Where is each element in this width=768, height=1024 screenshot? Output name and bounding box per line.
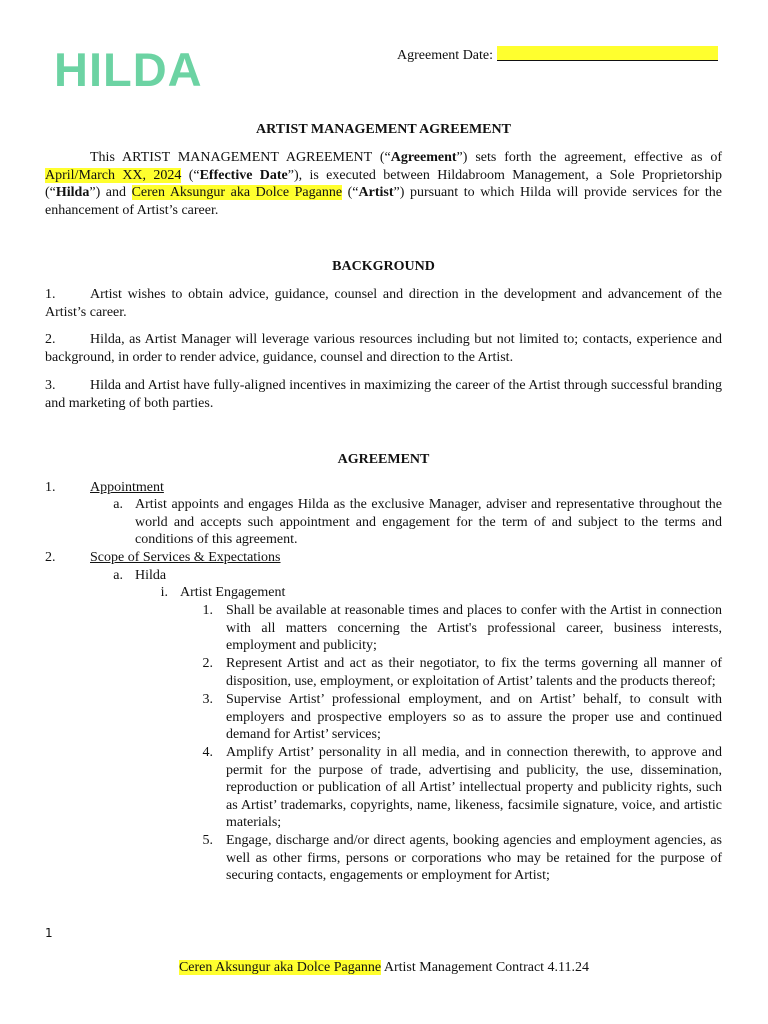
term-artist: Artist	[358, 185, 394, 201]
term-hilda: Hilda	[55, 185, 90, 201]
section-appointment	[45, 479, 164, 497]
background-item	[45, 377, 722, 412]
background-heading: BACKGROUND	[332, 259, 435, 274]
intro-text-6: (“	[342, 185, 359, 201]
background-item-number: 2.	[45, 332, 56, 347]
agreement-date-label: Agreement Date:	[397, 48, 494, 63]
section-title: Appointment	[90, 480, 164, 495]
list-marker: 2.	[202, 656, 213, 671]
intro-text-7: ”) pursuant to which Hilda will provide services for the enhancement of Artist’s career.	[45, 185, 722, 218]
intro-text-3: (“	[181, 167, 200, 183]
list-marker: 5.	[202, 833, 213, 848]
list-item	[105, 496, 722, 549]
background-item-text: Hilda and Artist have fully-aligned incentives in maximizing the career of the Artist through successful branding and marketing of both parties.	[45, 378, 722, 411]
effective-date-value: April/March XX, 2024	[45, 167, 182, 183]
intro-text-4: ”), is executed between Hildabroom Management, a Sole Proprietorship (“	[45, 167, 723, 201]
section-title: Scope of Services & Expectations	[90, 550, 281, 565]
hilda-logo: HILDA	[54, 43, 203, 96]
agreement-date-blank[interactable]	[497, 46, 718, 61]
list-text: Hilda	[135, 568, 167, 583]
background-item	[45, 331, 722, 366]
list-item	[195, 691, 722, 744]
term-effective-date: Effective Date	[199, 167, 288, 183]
list-text: Artist appoints and engages Hilda as the exclusive Manager, adviser and representative throughout the world and accepts such appointment and engagement for the term of and subject to the terms and conditions of this agreement.	[135, 497, 722, 548]
intro-text-1: This ARTIST MANAGEMENT AGREEMENT (“	[90, 150, 391, 165]
list-text: Artist Engagement	[180, 585, 286, 600]
footer-text: Artist Management Contract 4.11.24	[381, 960, 590, 975]
list-item	[195, 832, 722, 885]
list-text: Amplify Artist’ personality in all media, and in connection therewith, to approve and permit for the purpose of trade, advertising and publicity, the use, dissemination, reproduction or publication of all Artist’ intellectual property and publicity rights, such as Artist’ trademarks, copyrights, name, likeness, facsimile signature, voice, and artistic materials;	[226, 745, 722, 831]
list-marker: a.	[113, 568, 123, 583]
background-item	[45, 286, 722, 321]
list-item	[195, 744, 722, 832]
footer	[0, 960, 768, 976]
list-item	[150, 584, 722, 602]
list-marker: 3.	[202, 692, 213, 707]
footer-artist-name: Ceren Aksungur aka Dolce Paganne	[178, 960, 382, 975]
artist-name: Ceren Aksungur aka Dolce Paganne	[131, 185, 343, 201]
list-text: Shall be available at reasonable times and places to confer with the Artist in connection with all matters concerning the Artist's professional career, business interests, employment and publicity;	[226, 603, 722, 654]
section-number: 1.	[45, 480, 56, 495]
document-title: ARTIST MANAGEMENT AGREEMENT	[256, 122, 511, 137]
term-agreement: Agreement	[390, 150, 457, 165]
list-marker: 1.	[202, 603, 213, 618]
agreement-heading: AGREEMENT	[337, 452, 430, 467]
intro-text-5: ”) and	[89, 185, 132, 201]
intro-paragraph	[45, 149, 722, 219]
list-marker: a.	[113, 497, 123, 512]
section-scope	[45, 549, 281, 567]
intro-text-2: ”) sets forth the agreement, effective as of	[456, 150, 722, 165]
list-text: Engage, discharge and/or direct agents, booking agencies and employment agencies, as well as other firms, persons or corporations who may be retained for the purpose of securing contacts, engagements or employment for Artist;	[226, 833, 722, 884]
list-text: Represent Artist and act as their negotiator, to fix the terms governing all manner of disposition, use, employment, or exploitation of Artist’ talents and the products thereof;	[226, 656, 722, 689]
list-item	[105, 567, 722, 585]
section-number: 2.	[45, 550, 56, 565]
list-marker: i.	[160, 585, 168, 600]
agreement-date-line	[397, 46, 718, 64]
list-item	[195, 602, 722, 655]
background-item-number: 1.	[45, 287, 56, 302]
background-item-text: Artist wishes to obtain advice, guidance, counsel and direction in the development and advancement of the Artist’s career.	[45, 287, 722, 320]
page-number: 1	[45, 926, 53, 940]
list-text: Supervise Artist’ professional employment, and on Artist’ behalf, to consult with employers and prospective employers so as to assure the proper use and continued demand for Artist’ services;	[226, 692, 722, 743]
background-item-number: 3.	[45, 378, 56, 393]
list-item	[195, 655, 722, 690]
list-marker: 4.	[202, 745, 213, 760]
background-item-text: Hilda, as Artist Manager will leverage various resources including but not limited to; contacts, experience and background, in order to render advice, guidance, counsel and direction to the Artist.	[45, 332, 722, 365]
